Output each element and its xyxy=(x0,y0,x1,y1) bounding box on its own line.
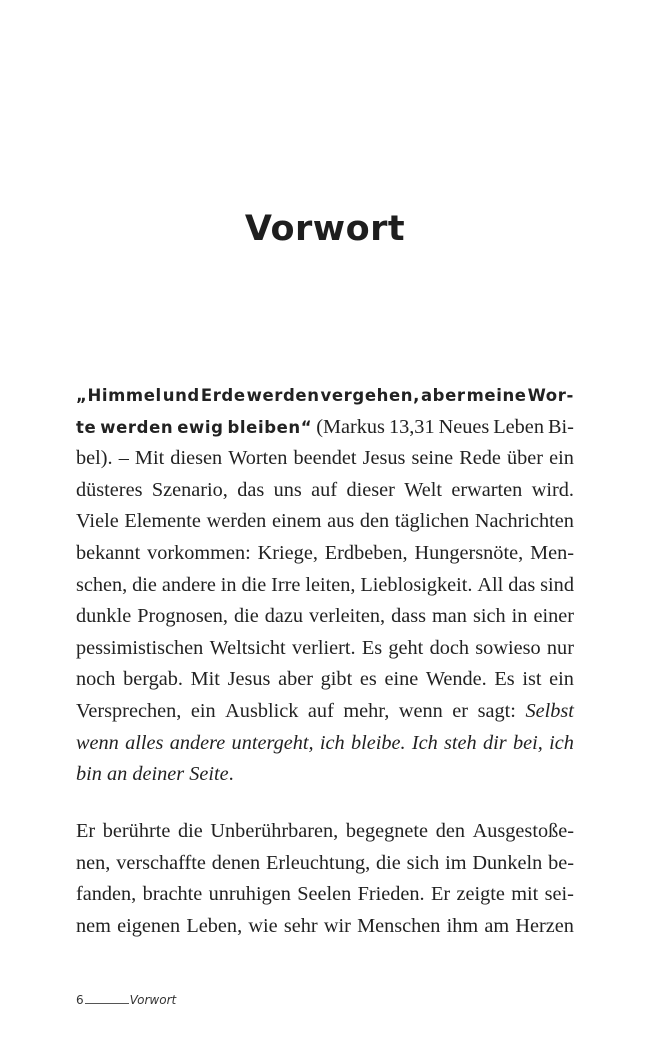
text-line-last: bin an deiner Seite. xyxy=(76,763,234,786)
footer-rule xyxy=(85,1003,129,1004)
text-line: noch bergab. Mit Jesus aber gibt es eine Wende. Es ist ein xyxy=(76,668,574,691)
text-line: nem eigenen Leben, wie sehr wir Menschen ihm am Herzen xyxy=(76,914,574,937)
text-line: nen, verschaffte denen Erleuchtung, die sich im Dunkeln be- xyxy=(76,851,574,874)
page-footer xyxy=(76,993,176,1007)
text-line: Versprechen, ein Ausblick auf mehr, wenn er sagt: Selbst xyxy=(76,699,574,722)
text-line: fanden, brachte unruhigen Seelen Frieden. Er zeigte mit sei- xyxy=(76,883,574,906)
paragraph-2 xyxy=(76,816,574,942)
text-line: pessimistischen Weltsicht verliert. Es geht doch sowieso nur xyxy=(76,636,574,659)
text-line xyxy=(76,380,574,412)
paragraph-1 xyxy=(76,380,574,791)
chapter-heading: Vorwort xyxy=(244,209,406,249)
italic-quote-end: bin an deiner Seite xyxy=(76,763,229,786)
text-line: bekannt vorkommen: Kriege, Erdbeben, Hungersnöte, Men- xyxy=(76,541,574,564)
text-line: düsteres Szenario, das uns auf dieser Welt erwarten wird. xyxy=(76,478,574,501)
text-line: bel). – Mit diesen Worten beendet Jesus seine Rede über ein xyxy=(76,447,574,470)
text-line: dunkle Prognosen, die dazu verleiten, dass man sich in einer xyxy=(76,605,574,628)
text-line xyxy=(76,728,574,760)
bible-quote-line-1: „Himmel und Erde werden vergehen, aber meine Wor- xyxy=(76,386,574,405)
running-title: Vorwort xyxy=(129,993,177,1007)
italic-quote: wenn alles andere untergeht, ich bleibe. Ich steh dir bei, ich xyxy=(76,731,574,754)
page-number: 6 xyxy=(76,993,84,1007)
text-line: Er berührte die Unberührbaren, begegnete den Ausgestoße- xyxy=(76,820,574,842)
text-line: schen, die andere in die Irre leiten, Lieblosigkeit. All das sind xyxy=(76,573,574,596)
text-line: Viele Elemente werden einem aus den täglichen Nachrichten xyxy=(76,510,574,533)
text-line: te werden ewig bleiben“ (Markus 13,31 Neues Leben Bi- xyxy=(76,415,574,438)
